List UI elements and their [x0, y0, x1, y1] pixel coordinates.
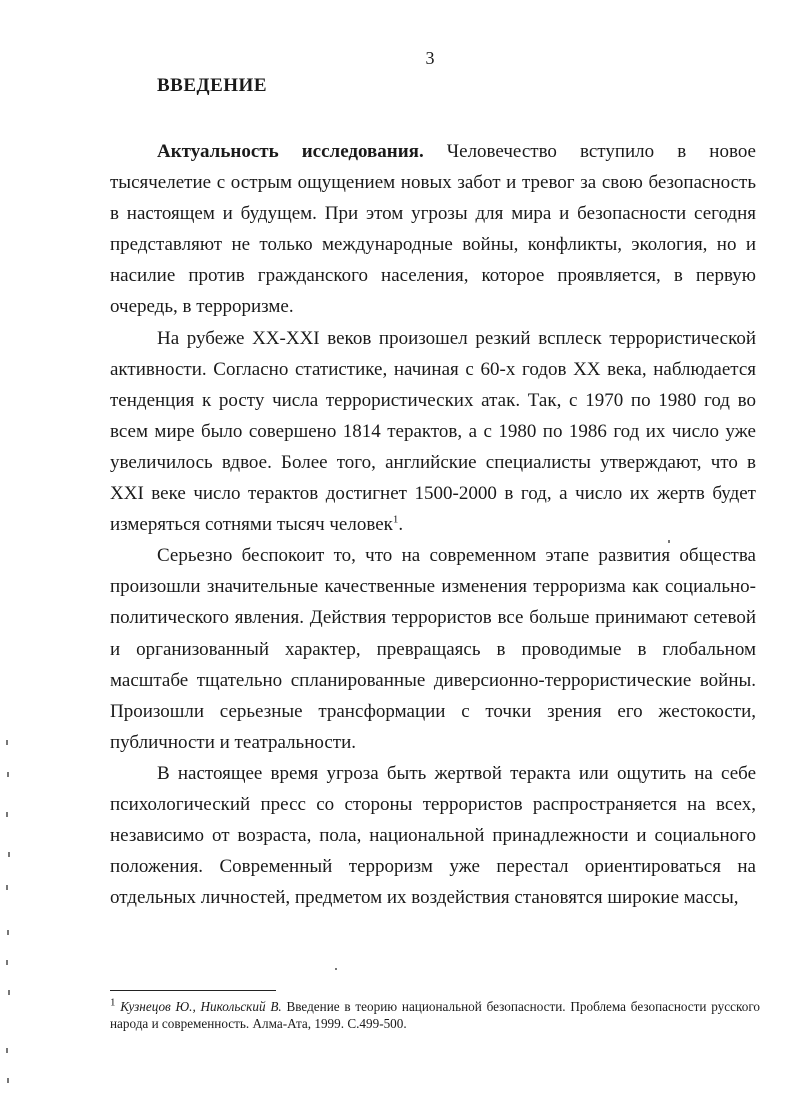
footnote-mark: 1: [110, 996, 116, 1009]
paragraph-threat: [110, 758, 756, 913]
paragraph-lead: Актуальность исследования.: [157, 141, 424, 162]
scan-speck: [668, 540, 670, 543]
paragraph-text: В настоящее время угроза быть жертвой теракта или ощутить на себе психологический пресс со стороны террористов распространяется на всех, независимо от возраста, пола, национальной принадлежности и социального положения. Современный терроризм уже перестал ориентироваться на отдельных личностей, предметом их воздействия становятся широкие массы,: [110, 762, 756, 909]
page-number: 3: [425, 48, 435, 68]
scan-speck: [6, 960, 8, 965]
scan-speck: [335, 968, 337, 970]
scan-speck: [6, 1048, 8, 1053]
paragraph-changes: [110, 540, 756, 758]
paragraph-text: Серьезно беспокоит то, что на современном этапе развития общества произошли значительные качественные изменения терроризма как социально-политического явления. Действия террористов все больше принимают сетевой и организованный характер, превращаясь в проводимые в глобальном масштабе тщательно спланированные диверсионно-террористические войны. Произошли серьезные трансформации с точки зрения его жестокости, публичности и театральности.: [110, 545, 756, 753]
scan-speck: [7, 772, 9, 777]
body-text: [110, 136, 756, 913]
footnote-authors: Кузнецов Ю., Никольский В.: [120, 999, 282, 1014]
footnote: [110, 998, 760, 1032]
scan-speck: [6, 740, 8, 745]
scan-speck: [7, 1078, 9, 1083]
footnote-text: Введение в теорию национальной безопасности. Проблема безопасности русского народа и современность. Алма-Ата, 1999. С.499-500.: [110, 999, 760, 1031]
paragraph-text: Человечество вступило в новое тысячелетие с острым ощущением новых забот и тревог за свою безопасность в настоящем и будущем. При этом угрозы для мира и безопасности сегодня представляют не только международные войны, конфликты, экология, но и насилие против гражданского населения, которое проявляется, в первую очередь, в терроризме.: [110, 141, 756, 318]
footnote-reference: 1: [392, 513, 399, 526]
scan-speck: [8, 990, 10, 995]
scan-speck: [6, 885, 8, 890]
scan-speck: [6, 812, 8, 817]
paragraph-text: На рубеже XX-XXI веков произошел резкий всплеск террористической активности. Согласно статистике, начиная с 60-х годов XX века, наблюдается тенденция к росту числа террористических атак. Так, с 1970 по 1980 год во всем мире было совершено 1814 терактов, а с 1980 по 1986 год их число уже увеличилось вдвое. Более того, английские специалисты утверждают, что в XXI веке число терактов достигнет 1500-2000 в год, а число их жертв будет измеряться сотнями тысяч человек: [110, 327, 756, 536]
paragraph-end: .: [398, 514, 404, 536]
scan-speck: [7, 930, 9, 935]
paragraph-relevance: [110, 136, 756, 323]
paragraph-statistics: [110, 323, 756, 541]
footnote-divider: [110, 990, 276, 991]
scan-speck: [8, 852, 10, 857]
section-heading: ВВЕДЕНИЕ: [157, 75, 267, 96]
